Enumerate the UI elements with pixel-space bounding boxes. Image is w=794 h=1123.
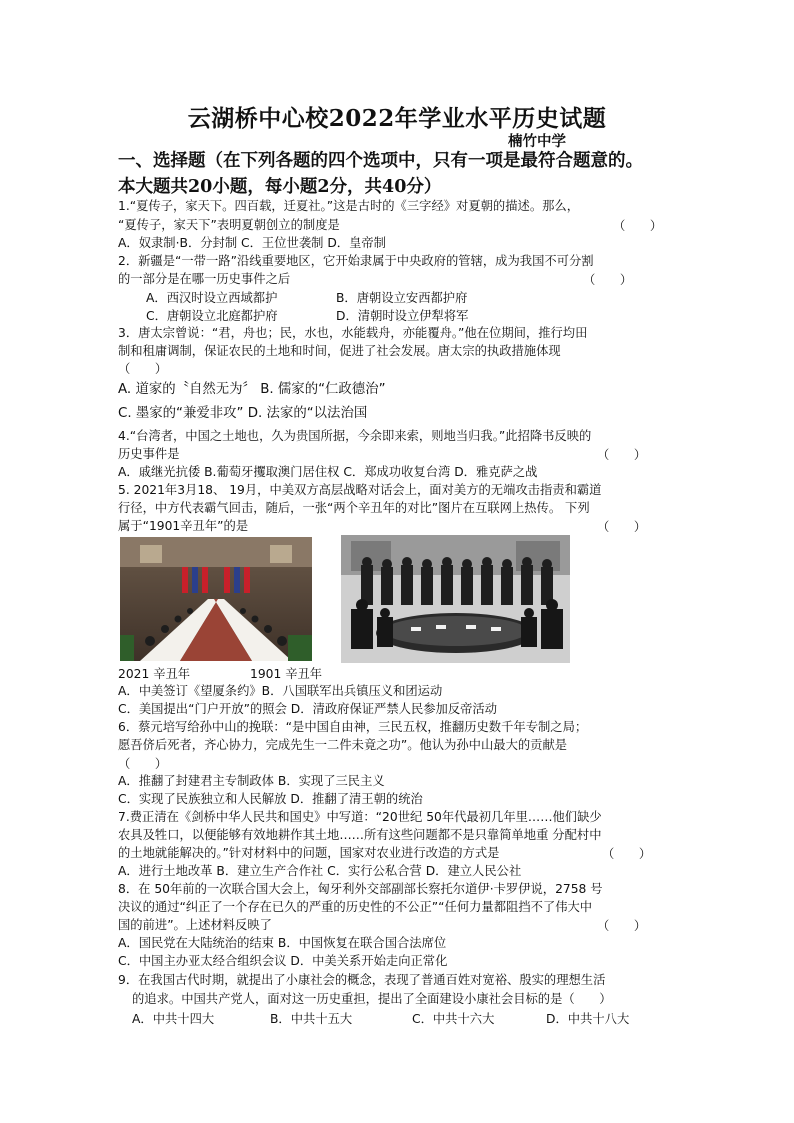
exam-title: 云湖桥中心校2022年学业水平历史试题 — [187, 105, 607, 132]
q3-options-ab: A. 道家的〝自然无为〞 B. 儒家的“仁政德治” — [118, 382, 386, 397]
q5-answer-paren: （ ） — [597, 520, 647, 534]
q6-answer-paren: （ ） — [118, 757, 168, 771]
q6-options-ab: A．推翻了封建君主专制政体 B．实现了三民主义 — [118, 774, 385, 788]
q7-options: A．进行土地改革 B．建立生产合作社 C．实行公私合营 D．建立人民公社 — [118, 864, 522, 878]
q8-line2: 决议的通过“纠正了一个存在已久的严重的历史性的不公正”“任何力量都阻挡不了伟大中 — [118, 900, 593, 914]
q8-answer-paren: （ ） — [597, 919, 647, 933]
photo-caption-1901: 1901 辛丑年 — [250, 667, 323, 681]
q2-answer-paren: （ ） — [583, 273, 633, 287]
q2-option-d: D．清朝时设立伊犁将军 — [336, 309, 469, 323]
school-name: 楠竹中学 — [508, 133, 566, 150]
section-heading-line2: 本大题共20小题，每小题2分，共40分） — [118, 177, 442, 197]
q7-line1: 7.费正清在《剑桥中华人民共和国史》中写道：“20世纪 50年代最初几年里……他们缺少 — [118, 810, 602, 824]
q1-options: A．奴隶制·B．分封制 C．王位世袭制 D．皇帝制 — [118, 236, 386, 250]
q8-options-cd: C．中国主办亚太经合组织会议 D．中美关系开始走向正常化 — [118, 954, 448, 968]
q2-option-b: B．唐朝设立安西都护府 — [336, 291, 468, 305]
photo-1901-treaty-image — [341, 535, 570, 663]
q9-option-d: D．中共十八大 — [546, 1012, 630, 1026]
q3-line1: 3．唐太宗曾说：“君，舟也；民，水也，水能载舟，亦能覆舟。”他在位期间，推行均田 — [118, 326, 588, 340]
q1-line2: “夏传子，家天下”表明夏朝创立的制度是 — [118, 218, 340, 232]
q2-line1: 2．新疆是“一带一路”沿线重要地区，它开始隶属于中央政府的管辖，成为我国不可分割 — [118, 254, 594, 268]
q6-line2: 愿吾侪后死者，齐心协力，完成先生一二件未竟之功”。他认为孙中山最大的贡献是 — [118, 738, 568, 752]
q4-answer-paren: （ ） — [597, 448, 647, 462]
section-heading-line1: 一、选择题（在下列各题的四个选项中，只有一项是最符合题意的。 — [118, 151, 643, 171]
q2-option-c: C．唐朝设立北庭都护府 — [146, 309, 278, 323]
photo-2021-meeting-image — [120, 537, 312, 661]
q4-line2: 历史事件是 — [118, 447, 180, 461]
q5-options-cd: C．美国提出“门户开放”的照会 D．清政府保证严禁人民参加反帝活动 — [118, 702, 498, 716]
q5-options-ab: A．中美签订《望厦条约》B．八国联军出兵镇压义和团运动 — [118, 684, 443, 698]
q4-options: A．戚继光抗倭 B.葡萄牙攫取澳门居住权 C．郑成功收复台湾 D．雅克萨之战 — [118, 465, 538, 479]
q7-answer-paren: （ ） — [602, 847, 652, 861]
section-heading — [118, 148, 688, 200]
q9-line1: 9．在我国古代时期，就提出了小康社会的概念，表现了普通百姓对宽裕、殷实的理想生活 — [118, 973, 606, 987]
q6-options-cd: C．实现了民族独立和人民解放 D．推翻了清王朝的统治 — [118, 792, 423, 806]
q9-option-b: B．中共十五大 — [270, 1012, 353, 1026]
photo-caption-2021: 2021 辛丑年 — [118, 667, 191, 681]
photo-2021-meeting — [120, 537, 312, 661]
q3-options-cd: C. 墨家的“兼爱非攻” D. 法家的“以法治国 — [118, 406, 368, 421]
q1-answer-paren: （ ） — [613, 219, 663, 233]
q7-line2: 农具及牲口，以便能够有效地耕作其土地……所有这些问题都不是只靠简单地重 分配村中 — [118, 828, 602, 842]
q5-line3: 属于“1901辛丑年”的是 — [118, 519, 249, 533]
q9-option-c: C．中共十六大 — [412, 1012, 495, 1026]
q8-line3: 国的前进”。上述材料反映了 — [118, 918, 272, 932]
q9-line2: 的追求。中国共产党人，面对这一历史重担，提出了全面建设小康社会目标的是（ ） — [132, 992, 612, 1006]
q9-option-a: A．中共十四大 — [132, 1012, 215, 1026]
q2-option-a: A．西汉时设立西域都护 — [146, 291, 278, 305]
q8-options-ab: A．国民党在大陆统治的结束 B．中国恢复在联合国合法席位 — [118, 936, 447, 950]
q5-line2: 行径，中方代表霸气回击，随后，一张“两个辛丑年的对比”图片在互联网上热传。 下列 — [118, 501, 590, 515]
q8-line1: 8．在 50年前的一次联合国大会上，匈牙利外交部副部长察托尔道伊·卡罗伊说，2758 号 — [118, 882, 603, 896]
q5-line1: 5. 2021年3月18、 19月，中美双方高层战略对话会上，面对美方的无端攻击指责和霸道 — [118, 483, 602, 497]
photo-1901-treaty — [341, 535, 570, 663]
q2-line2: 的一部分是在哪一历史事件之后 — [118, 272, 291, 286]
q4-line1: 4.“台湾者，中国之土地也，久为贵国所据，今余即来索，则地当归我。”此招降书反映的 — [118, 429, 592, 443]
q3-line2: 制和租庸调制，保证农民的土地和时间，促进了社会发展。唐太宗的执政措施体现 — [118, 344, 561, 358]
q3-answer-paren: （ ） — [118, 362, 168, 376]
q7-line3: 的土地就能解决的。”针对材料中的问题，国家对农业进行改造的方式是 — [118, 846, 500, 860]
q6-line1: 6．蔡元培写给孙中山的挽联：“是中国自由神，三民五权，推翻历史数千年专制之局； — [118, 720, 588, 734]
q1-line1: 1.“夏传子，家天下。四百载，迁夏社。”这是古时的《三字经》对夏朝的描述。那么， — [118, 199, 580, 213]
